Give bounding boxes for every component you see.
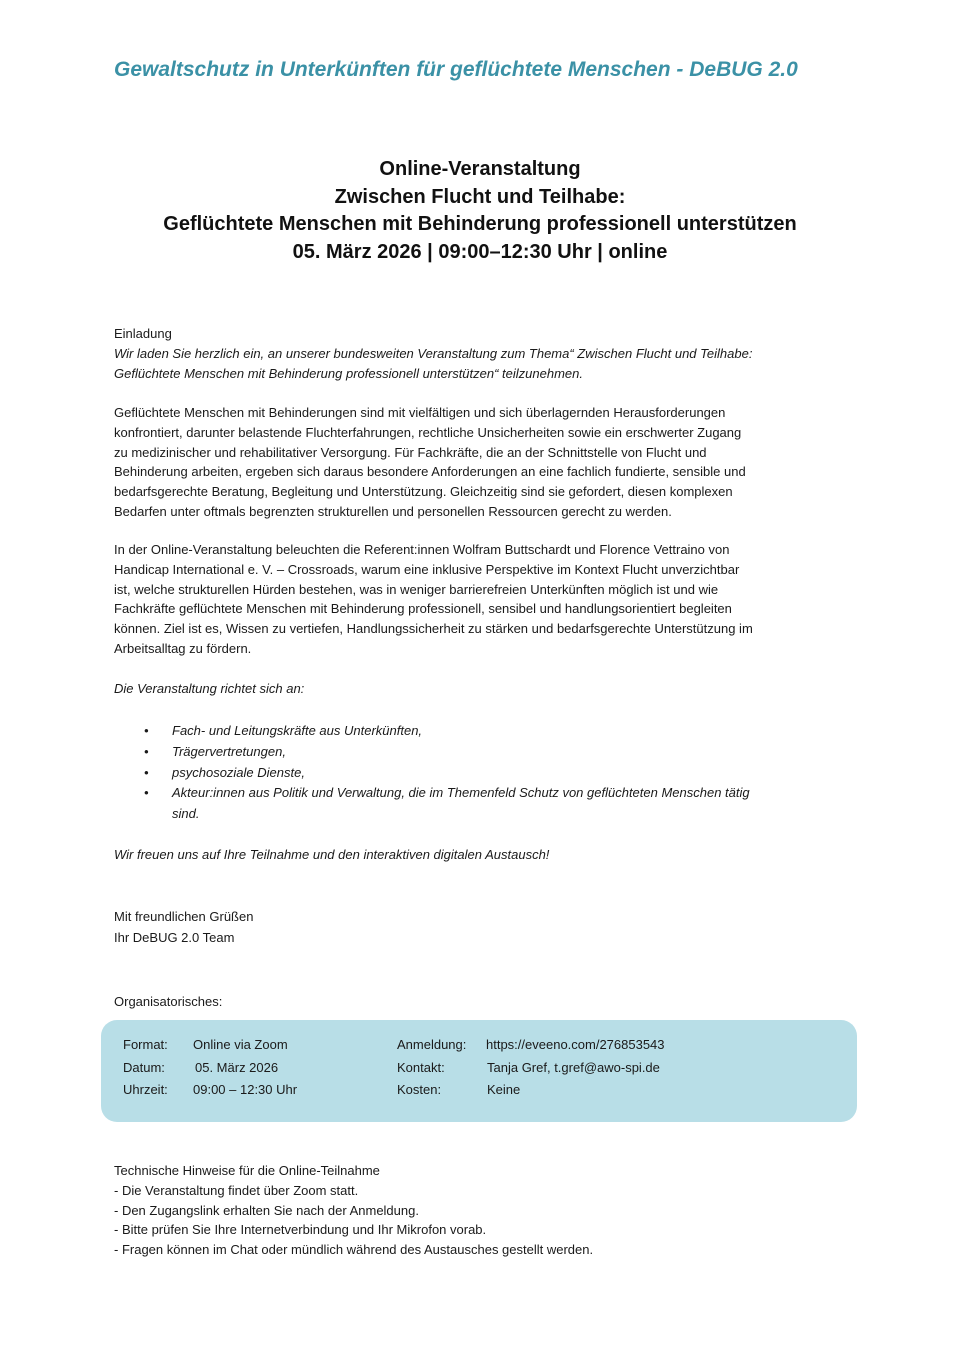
document-header: Gewaltschutz in Unterkünften für geflüchtete Menschen - DeBUG 2.0 [114,58,798,81]
title-line: 05. März 2026 | 09:00–12:30 Uhr | online [292,240,668,263]
list-item-text: psychosoziale Dienste, [172,764,305,780]
bullet-icon: • [144,785,149,801]
list-item [114,783,750,804]
signoff [114,906,253,948]
text-line: Arbeitsalltag zu fördern. [114,640,252,656]
title-line: Geflüchtete Menschen mit Behinderung professionell unterstützen [163,213,797,235]
technical-item: - Die Veranstaltung findet über Zoom statt. [114,1182,359,1198]
intro-line: Geflüchtete Menschen mit Behinderung professionell unterstützen“ teilzunehmen. [114,365,583,381]
technical-notes [114,1161,593,1260]
text-line: zu medizinischer und rehabilitativer Versorgung. Für Fachkräfte, die an der Schnittstelle von Flucht und [114,444,707,460]
cost-value: Keine [487,1082,521,1097]
title-line: Online-Veranstaltung [379,158,581,180]
list-item-text: Fach- und Leitungskräfte aus Unterkünften, [172,723,423,738]
contact-value[interactable]: Tanja Gref, t.gref@awo-spi.de [487,1060,660,1075]
text-line: konfrontiert, darunter belastende Fluchterfahrungen, rechtliche Unsicherheiten sowie ein erschwerter Zugang [114,424,742,440]
signoff-line: Ihr DeBUG 2.0 Team [114,930,235,945]
audience-list [114,721,750,825]
text-line: ist, welche strukturellen Hürden bestehen, was in weniger barrierefreien Unterkünften möglich ist und wie [114,581,719,597]
technical-item: - Fragen können im Chat oder mündlich während des Austausches gestellt werden. [114,1242,594,1258]
organisation-box [101,1020,857,1122]
text-line: Fachkräfte geflüchtete Menschen mit Behinderung professionell, sensibel und handlungsorientiert begleiten [114,601,732,617]
closing-line: Wir freuen uns auf Ihre Teilnahme und den interaktiven digitalen Austausch! [114,847,550,862]
text-line: In der Online-Veranstaltung beleuchten die Referent:innen Wolfram Buttschardt und Florence Vettraino von [114,542,730,557]
title-line: Zwischen Flucht und Teilhabe: [334,185,626,208]
contact-label: Kontakt: [397,1060,445,1075]
event-title [0,156,960,266]
organisation-heading: Organisatorisches: [114,994,223,1009]
registration-link[interactable]: https://eveeno.com/276853543 [486,1037,665,1052]
technical-item: - Bitte prüfen Sie Ihre Internetverbindung und Ihr Mikrofon vorab. [114,1222,487,1238]
format-label: Format: [123,1037,168,1052]
audience-intro: Die Veranstaltung richtet sich an: [114,681,305,696]
list-item-text: sind. [172,806,200,822]
technical-heading: Technische Hinweise für die Online-Teilnahme [114,1163,380,1178]
signoff-line: Mit freundlichen Grüßen [114,909,254,924]
registration-label: Anmeldung: [397,1037,467,1052]
bullet-icon: • [144,764,149,780]
cost-label: Kosten: [397,1082,442,1097]
list-item-continuation [114,804,750,825]
invitation-section [114,324,752,383]
paragraph-1 [114,403,746,522]
text-line: Behinderung arbeiten, ergeben sich daraus besondere Anforderungen an eine fachlich fundierte, sensible und [114,464,746,480]
text-line: bedarfsgerechte Beratung, Begleitung und Unterstützung. Gleichzeitig sind sie gefordert, diesen komplexen [114,484,733,500]
date-label: Datum: [123,1060,165,1075]
invitation-heading: Einladung [114,326,172,341]
list-item [114,721,750,742]
intro-line: Wir laden Sie herzlich ein, an unserer bundesweiten Veranstaltung zum Thema“ Zwischen Flucht und Teilhabe: [114,345,753,361]
list-item [114,742,750,763]
bullet-icon: • [144,743,149,759]
list-item-text: Akteur:innen aus Politik und Verwaltung, die im Themenfeld Schutz von geflüchteten Menschen tätig [172,785,750,801]
text-line: Handicap International e. V. – Crossroads, warum eine inklusive Perspektive im Kontext Flucht unverzichtbar [114,561,740,577]
format-value: Online via Zoom [193,1037,288,1052]
list-item [114,763,750,784]
text-line: Geflüchtete Menschen mit Behinderungen sind mit vielfältigen und sich überlagernden Herausforderungen [114,405,726,420]
time-label: Uhrzeit: [123,1082,168,1097]
date-value: 05. März 2026 [195,1060,279,1075]
paragraph-2 [114,540,753,659]
text-line: Bedarfen unter oftmals begrenzten strukturellen und personellen Ressourcen gerecht zu werden. [114,503,672,519]
text-line: können. Ziel ist es, Wissen zu vertiefen, Handlungssicherheit zu stärken und bedarfsgerechte Unterstützung im [114,621,753,637]
bullet-icon: • [144,723,149,738]
time-value: 09:00 – 12:30 Uhr [193,1082,298,1097]
technical-item: - Den Zugangslink erhalten Sie nach der Anmeldung. [114,1202,419,1218]
list-item-text: Trägervertretungen, [172,743,286,759]
